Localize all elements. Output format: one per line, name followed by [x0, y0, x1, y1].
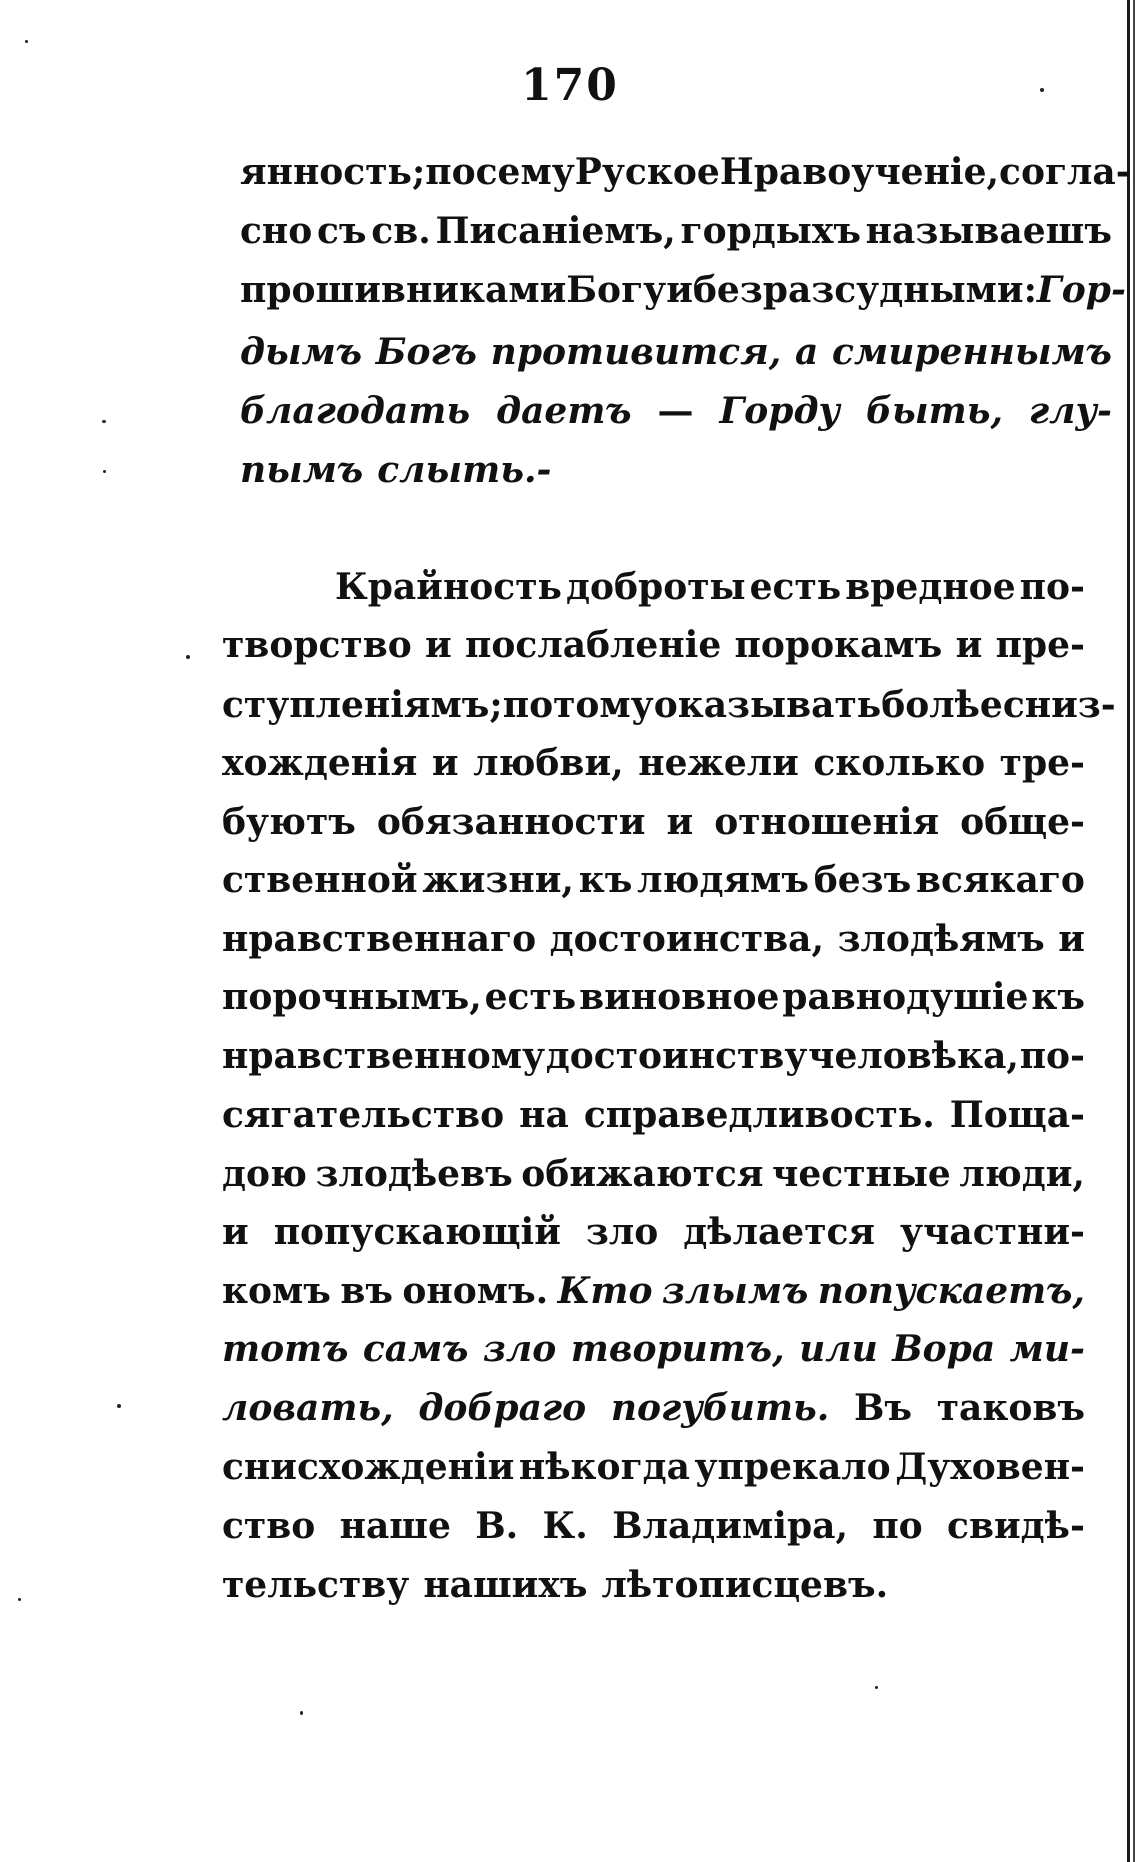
italic-word: быть, [865, 390, 1003, 432]
word: тельству [222, 1564, 410, 1606]
word: нашихъ [423, 1564, 588, 1606]
italic-word: злымъ [661, 1270, 809, 1312]
word: нѣкогда [518, 1446, 690, 1488]
word: — [657, 390, 694, 432]
scan-speck [18, 1598, 21, 1601]
word: обще- [960, 801, 1085, 843]
word: тре- [999, 742, 1085, 784]
text-line [222, 1093, 1085, 1137]
word: называешъ [865, 210, 1112, 252]
word: равнодушіе [782, 976, 1029, 1018]
word: сколько [813, 742, 986, 784]
word: сему [475, 151, 575, 193]
word: на [519, 1094, 569, 1136]
text-line [222, 917, 1085, 961]
word: творство [222, 624, 412, 666]
word: Крайность [335, 566, 562, 608]
word: болѣе [881, 684, 1003, 726]
word: снисхожденіи [222, 1446, 515, 1488]
italic-word: творитъ, [570, 1328, 785, 1370]
word: Поща- [949, 1094, 1085, 1136]
text-line [222, 1034, 1085, 1078]
word: ступленіямъ; [222, 684, 503, 726]
word: людямъ [637, 859, 809, 901]
word: ство [222, 1505, 316, 1547]
word: буютъ [222, 801, 356, 843]
page-edge-line [1127, 0, 1130, 1862]
word: безъ [813, 859, 912, 901]
text-line [222, 858, 1085, 902]
word: хожденія [222, 742, 418, 784]
text-line [222, 975, 1085, 1019]
word: потому [502, 684, 654, 726]
word: нравственному [222, 1035, 546, 1077]
word: сниз- [1002, 684, 1116, 726]
word: человѣка, [808, 1035, 1019, 1077]
word: нежели [638, 742, 799, 784]
italic-word: слыть.- [377, 449, 552, 491]
text-line [240, 330, 1112, 374]
word: по- [1019, 1035, 1085, 1077]
scan-speck [102, 420, 106, 423]
italic-word: Кто [557, 1270, 653, 1312]
word: оказывать [653, 684, 882, 726]
word: и [425, 624, 452, 666]
word: безразсудными: [692, 269, 1037, 311]
italic-word: глу- [1028, 390, 1112, 432]
scan-speck [1040, 88, 1044, 92]
word: сно [240, 210, 313, 252]
word: жизни, [422, 859, 574, 901]
text-line [240, 150, 1131, 194]
word: согла- [999, 151, 1131, 193]
text-line [222, 1269, 1085, 1313]
italic-word: зло [482, 1328, 557, 1370]
scan-speck [103, 470, 106, 473]
italic-word: тотъ [222, 1328, 349, 1370]
text-line [222, 1327, 1085, 1371]
word: Нравоученіе, [719, 151, 1000, 193]
page-number: 170 [521, 60, 619, 111]
scan-speck [117, 1404, 121, 1408]
text-line [222, 741, 1085, 785]
word: свидѣ- [947, 1505, 1085, 1547]
word: виновное [579, 976, 780, 1018]
word: доброты [566, 566, 746, 608]
word: св. [371, 210, 431, 252]
word: по [425, 151, 476, 193]
word: ственной [222, 859, 418, 901]
word: К. [542, 1505, 588, 1547]
word: янность; [240, 151, 426, 193]
scan-speck [875, 1686, 878, 1689]
word: участни- [900, 1211, 1085, 1253]
word: упрекало [694, 1446, 891, 1488]
word: В. [475, 1505, 519, 1547]
word: зло [585, 1211, 659, 1253]
italic-word: пымъ [240, 449, 364, 491]
word: Владиміра, [612, 1505, 848, 1547]
text-line [335, 565, 1085, 609]
text-line [240, 268, 1126, 312]
word: обязанности [376, 801, 646, 843]
italic-word: смиреннымъ [832, 331, 1112, 373]
word: по- [1019, 566, 1085, 608]
word: вредное [845, 566, 1016, 608]
text-line [240, 209, 1112, 253]
word: къ [1031, 976, 1085, 1018]
text-line [222, 683, 1116, 727]
text-line [222, 1386, 1085, 1430]
word: сягательство [222, 1094, 505, 1136]
italic-word: а [795, 331, 819, 373]
text-line [222, 623, 1085, 667]
text-line [222, 800, 1085, 844]
italic-word: противится, [490, 331, 782, 373]
text-line [222, 1563, 889, 1607]
word: и [955, 624, 983, 666]
text-line [222, 1152, 1085, 1196]
italic-word: добраго [418, 1387, 587, 1429]
italic-word: Вора [892, 1328, 996, 1370]
word: съ [317, 210, 367, 252]
word: достоинству [545, 1035, 808, 1077]
word: люди, [959, 1153, 1085, 1195]
word: въ [340, 1270, 393, 1312]
text-line [222, 1210, 1085, 1254]
word: и [1058, 918, 1085, 960]
word: дою [222, 1153, 307, 1195]
scan-speck [25, 40, 28, 43]
word: есть [484, 976, 577, 1018]
word: дѣлается [683, 1211, 876, 1253]
word: Писаніемъ, [435, 210, 676, 252]
italic-word: Гор- [1036, 269, 1126, 311]
word: есть [749, 566, 842, 608]
word: лѣтописцевъ. [601, 1564, 889, 1606]
word: послабленіе [465, 624, 722, 666]
word: ономъ. [402, 1270, 549, 1312]
italic-word: погубить. [610, 1387, 830, 1429]
italic-word: или [799, 1328, 878, 1370]
word: всякаго [916, 859, 1085, 901]
word: достоинства, [549, 918, 825, 960]
text-line [222, 1445, 1085, 1489]
word: Руское [574, 151, 720, 193]
page-edge-line-inner [1133, 0, 1135, 1862]
word: злодѣямъ [837, 918, 1045, 960]
word: отношенія [714, 801, 940, 843]
word: и [666, 269, 693, 311]
word: злодѣевъ [315, 1153, 513, 1195]
scan-speck [186, 655, 190, 659]
scan-speck [300, 1711, 303, 1715]
italic-word: попускаетъ, [817, 1270, 1085, 1312]
text-line [222, 1504, 1085, 1548]
word: Духовен- [895, 1446, 1085, 1488]
word: и [666, 801, 694, 843]
word: прошивниками [240, 269, 567, 311]
word: таковъ [936, 1387, 1085, 1429]
word: и [222, 1211, 249, 1253]
italic-word: благодать [240, 390, 471, 432]
word: комъ [222, 1270, 331, 1312]
italic-word: дымъ [240, 331, 363, 373]
word: порочнымъ, [222, 976, 482, 1018]
word: любви, [473, 742, 624, 784]
italic-word: Горду [719, 390, 841, 432]
word: по [872, 1505, 923, 1547]
text-line [240, 389, 1112, 433]
word: порокамъ [734, 624, 943, 666]
word: наше [339, 1505, 451, 1547]
word: гордыхъ [680, 210, 861, 252]
word: къ [578, 859, 633, 901]
word: справедливость. [583, 1094, 935, 1136]
italic-word: ми- [1009, 1328, 1085, 1370]
word: Въ [854, 1387, 913, 1429]
word: обижаются [521, 1153, 764, 1195]
word: нравственнаго [222, 918, 537, 960]
word: попускающій [273, 1211, 561, 1253]
italic-word: самъ [362, 1328, 469, 1370]
word: и [431, 742, 459, 784]
italic-word: Богъ [375, 331, 477, 373]
italic-word: даетъ [496, 390, 632, 432]
italic-word: ловать, [222, 1387, 394, 1429]
word: честные [772, 1153, 951, 1195]
text-line [240, 448, 552, 492]
word: пре- [995, 624, 1085, 666]
word: Богу [566, 269, 667, 311]
